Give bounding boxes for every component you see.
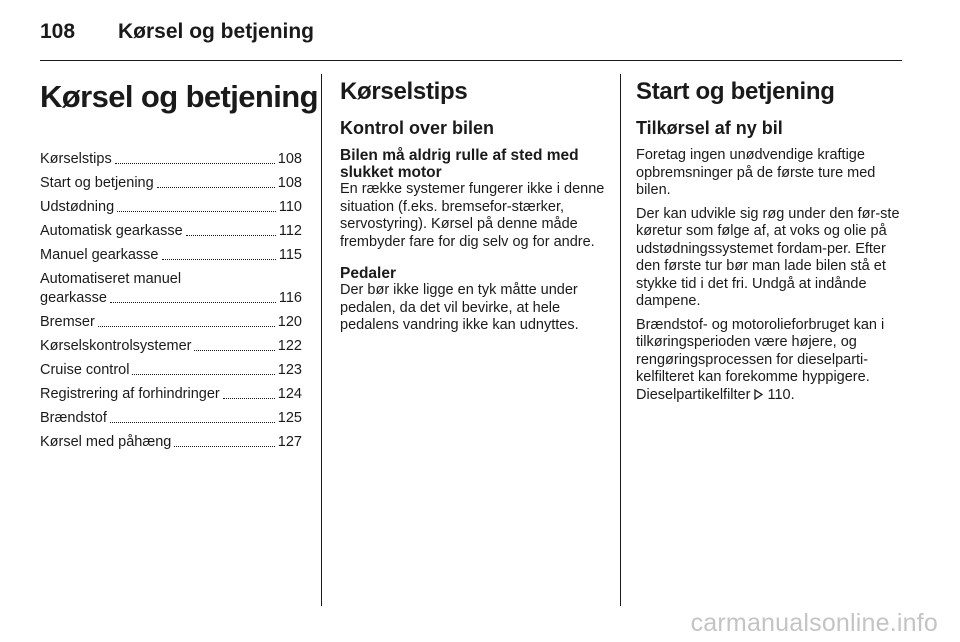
toc-leader-dots: [110, 301, 276, 303]
toc-page: 125: [277, 410, 302, 426]
toc-leader-dots: [110, 421, 275, 423]
toc-page: 124: [277, 386, 302, 402]
toc-item-automatiseret-manuel-gearkasse[interactable]: [40, 270, 302, 308]
table-of-contents: [40, 150, 302, 452]
running-title: Kørsel og betjening: [118, 20, 315, 43]
toc-page: 127: [277, 434, 302, 450]
toc-label: Kørsel med påhæng: [40, 434, 172, 450]
toc-label-line1: Automatiseret manuel: [40, 271, 182, 287]
toc-item-start-og-betjening[interactable]: [40, 174, 302, 193]
toc-leader-dots: [223, 397, 275, 399]
page-reference-arrow-icon: [754, 388, 763, 402]
toc-page: 108: [277, 151, 302, 167]
toc-label: Automatisk gearkasse: [40, 223, 183, 239]
toc-leader-dots: [115, 162, 275, 164]
header-rule: [40, 60, 902, 61]
toc-label: Bremser: [40, 314, 95, 330]
toc-item-bremser[interactable]: [40, 313, 302, 332]
toc-item-automatisk-gearkasse[interactable]: [40, 222, 302, 241]
column-divider-2: [620, 74, 621, 606]
toc-page: 110: [278, 199, 302, 215]
chapter-title: Kørsel og betjening: [40, 79, 318, 114]
korselstips-column: [340, 74, 606, 349]
toc-leader-dots: [194, 349, 274, 351]
toc-label: Start og betjening: [40, 175, 154, 191]
toc-item-manuel-gearkasse[interactable]: [40, 246, 302, 265]
toc-label: Manuel gearkasse: [40, 247, 159, 263]
toc-item-udstodning[interactable]: [40, 198, 302, 217]
toc-leader-dots: [174, 445, 274, 447]
column-divider-1: [321, 74, 322, 606]
watermark: carmanualsonline.info: [690, 609, 938, 637]
toc-leader-dots: [157, 186, 275, 188]
block-heading: Bilen må aldrig rulle af sted med slukket motor: [340, 147, 579, 181]
toc-item-korselstips[interactable]: [40, 150, 302, 169]
toc-page: 115: [278, 247, 302, 263]
toc-label: Kørselskontrolsystemer: [40, 338, 192, 354]
block-heading: Pedaler: [340, 265, 397, 282]
toc-page: 120: [277, 314, 302, 330]
pedals-block: [340, 265, 606, 335]
subsection-title: Kontrol over bilen: [340, 118, 495, 138]
paragraph-1: Foretag ingen unødvendige kraftige opbremsninger på de første ture med bilen.: [636, 147, 876, 198]
toc-page: 116: [278, 290, 302, 306]
paragraph-2: Der kan udvikle sig røg under den før-ste køretur som følge af, at voks og olie på udstødningssystemet fordam-per. Efter den første tur bør man lade bilen stå et stykke tid i det fri. Undgå at indånde dampene.: [636, 205, 900, 309]
block-text: En række systemer fungerer ikke i denne situation (f.eks. bremsefor-stærker, servostyring). Kørsel på denne måde frembyder fare for dig selv og for andre.: [340, 181, 605, 250]
page-header: [40, 14, 920, 54]
block-text: Der bør ikke ligge en tyk måtte under pedalen, da det vil bevirke, at hele pedalens vandring ikke kan udnyttes.: [340, 282, 579, 333]
rolling-warning-block: [340, 147, 606, 251]
page-reference-number: 110.: [767, 386, 795, 403]
toc-page: 108: [277, 175, 302, 191]
toc-column: [40, 74, 318, 457]
toc-leader-dots: [117, 210, 276, 212]
toc-leader-dots: [98, 325, 275, 327]
toc-item-braendstof[interactable]: [40, 409, 302, 428]
toc-label: Registrering af forhindringer: [40, 386, 220, 402]
section-title: Start og betjening: [636, 78, 835, 105]
toc-page: 112: [278, 223, 302, 239]
page-number: 108: [40, 20, 76, 43]
paragraph-3: [636, 317, 902, 405]
toc-item-cruise-control[interactable]: [40, 361, 302, 380]
toc-page: 122: [277, 338, 302, 354]
paragraph-3-text: Brændstof- og motorolieforbruget kan i tilkøringsperioden være højere, og rengøringsprocessen for dieselparti-kelfilteret kan forekomme hyppigere. Dieselpartikelfilter: [636, 316, 885, 403]
toc-leader-dots: [162, 258, 276, 260]
toc-item-korsel-med-paahaeng[interactable]: [40, 433, 302, 452]
toc-label: Brændstof: [40, 410, 107, 426]
toc-leader-dots: [132, 373, 274, 375]
toc-label: Kørselstips: [40, 151, 112, 167]
toc-label: Cruise control: [40, 362, 130, 378]
subsection-title: Tilkørsel af ny bil: [636, 118, 783, 138]
start-og-betjening-column: [636, 74, 902, 410]
toc-label: gearkasse: [40, 290, 107, 306]
page-reference[interactable]: [754, 387, 794, 403]
toc-label: Udstødning: [40, 199, 115, 215]
toc-item-registrering-af-forhindringer[interactable]: [40, 385, 302, 404]
toc-item-korselskontrolsystemer[interactable]: [40, 337, 302, 356]
toc-page: 123: [277, 362, 302, 378]
section-title: Kørselstips: [340, 78, 468, 105]
toc-leader-dots: [186, 234, 276, 236]
